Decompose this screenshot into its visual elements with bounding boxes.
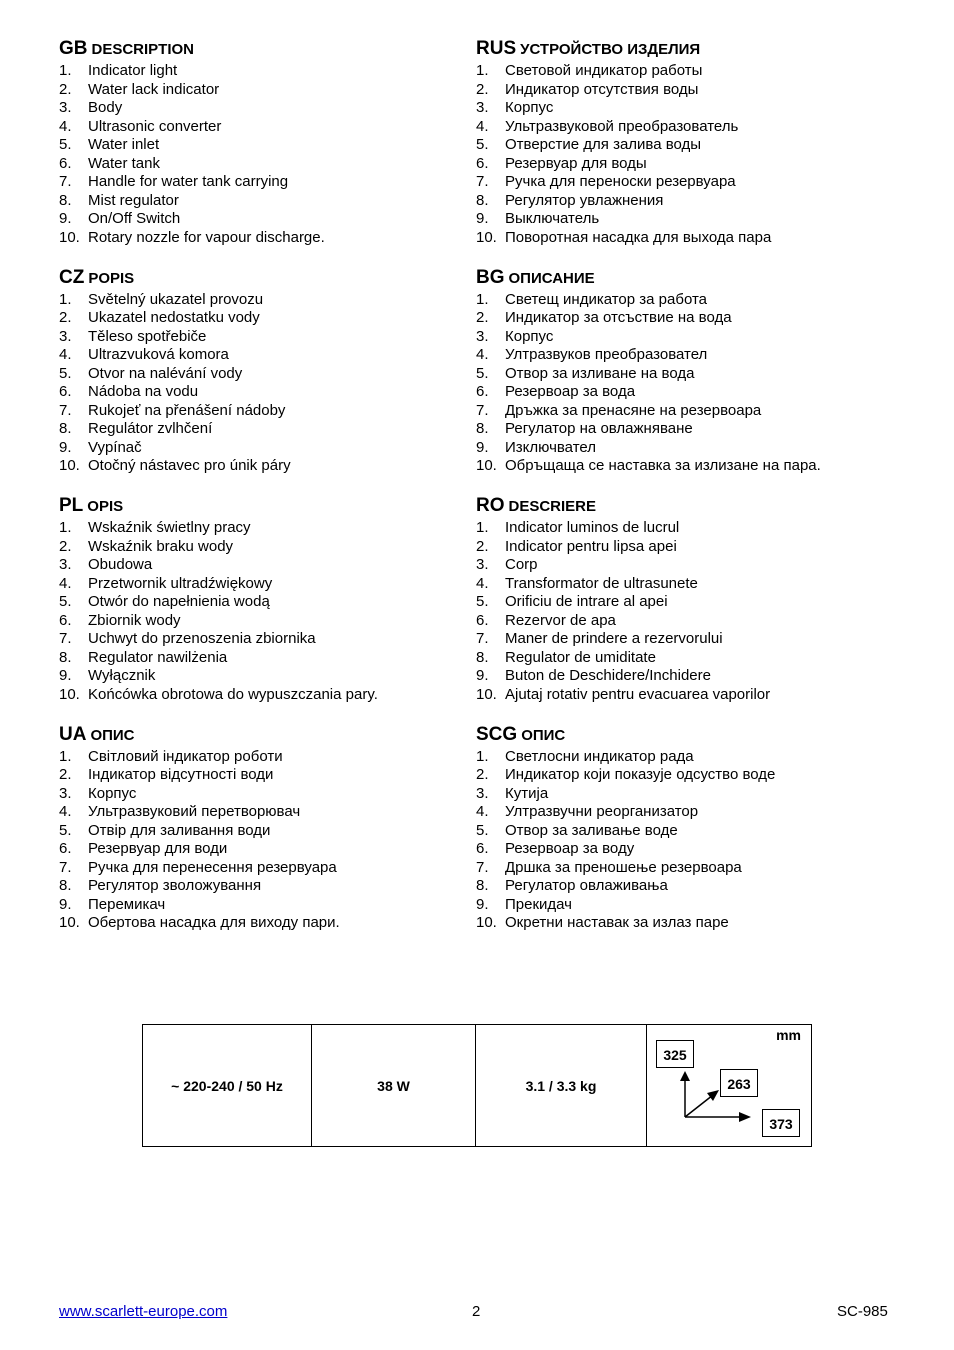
list-item — [476, 575, 916, 594]
list-item — [476, 328, 916, 347]
item-text: Изключвател — [505, 438, 596, 456]
list-item — [476, 192, 916, 211]
parts-list — [476, 748, 916, 933]
item-text: Water inlet — [88, 136, 160, 153]
list-item — [476, 420, 916, 439]
list-item — [59, 914, 459, 933]
item-text: Регулятор зволожування — [88, 877, 262, 894]
item-text: Корпус — [88, 784, 137, 802]
parts-list — [59, 748, 459, 933]
list-item — [59, 840, 459, 859]
item-text: Body — [88, 99, 123, 116]
item-number: 4. — [59, 803, 72, 820]
section-title: DESCRIPTION — [91, 41, 195, 58]
item-text: Wskaźnik świetlny pracy — [88, 519, 251, 536]
list-item — [59, 192, 459, 211]
item-number: 9. — [59, 438, 72, 456]
section-ua — [59, 722, 459, 951]
item-number: 1. — [476, 290, 489, 308]
item-text: Nádoba na vodu — [88, 383, 199, 400]
list-item — [59, 519, 459, 538]
item-number: 7. — [59, 630, 72, 647]
item-number: 10. — [476, 914, 497, 931]
item-text: Ручка для переноски резервуара — [505, 173, 736, 190]
section-heading — [476, 265, 916, 291]
list-item — [476, 229, 916, 248]
item-text: Дршка за преношење резервоара — [505, 858, 742, 876]
item-number: 6. — [59, 383, 72, 400]
list-item — [59, 667, 459, 686]
item-number: 9. — [476, 895, 489, 913]
item-text: Světelný ukazatel provozu — [88, 290, 264, 308]
item-number: 5. — [476, 821, 489, 839]
item-text: Buton de Deschidere/Inchidere — [505, 667, 711, 684]
list-item — [476, 686, 916, 705]
item-text: Светлосни индикатор рада — [505, 747, 694, 765]
section-heading — [476, 493, 916, 519]
item-number: 6. — [59, 840, 72, 857]
list-item — [476, 136, 916, 155]
spec-dimensions — [647, 1025, 811, 1146]
section-title: DESCRIERE — [508, 498, 597, 515]
section-heading — [59, 722, 459, 748]
item-text: Резервуар для воды — [505, 154, 647, 172]
section-gb — [59, 36, 459, 265]
item-text: Water tank — [88, 154, 160, 172]
item-text: Indicator luminos de lucrul — [505, 519, 680, 536]
item-number: 3. — [59, 327, 72, 345]
list-item — [59, 439, 459, 458]
list-item — [59, 81, 459, 100]
section-title: POPIS — [88, 269, 135, 287]
list-item — [59, 686, 459, 705]
list-item — [59, 593, 459, 612]
item-text: Rezervor de apa — [505, 611, 616, 629]
item-text: Końcówka obrotowa do wypuszczania pary. — [88, 685, 378, 703]
item-number: 7. — [476, 401, 489, 419]
list-item — [59, 803, 459, 822]
item-text: Transformator de ultrasunete — [505, 574, 698, 592]
item-number: 6. — [476, 611, 489, 629]
item-text: Перемикач — [88, 895, 166, 913]
item-number: 9. — [476, 210, 489, 227]
list-item — [476, 748, 916, 767]
item-text: Световой индикатор работы — [505, 62, 703, 79]
section-ro — [476, 493, 916, 722]
item-number: 6. — [476, 383, 489, 400]
list-item — [59, 649, 459, 668]
dimension-height: 325 — [656, 1040, 694, 1068]
item-text: Ултразвучни реорганизатор — [505, 803, 699, 820]
item-number: 2. — [59, 537, 72, 555]
item-number: 5. — [59, 821, 72, 839]
item-number: 2. — [476, 80, 489, 98]
item-number: 5. — [476, 364, 489, 382]
page-number: 2 — [472, 1303, 481, 1320]
section-heading — [476, 722, 916, 748]
item-number: 7. — [59, 858, 72, 876]
list-item — [59, 118, 459, 137]
item-number: 8. — [59, 648, 72, 666]
item-number: 1. — [59, 747, 72, 765]
item-number: 1. — [476, 519, 489, 536]
item-number: 8. — [59, 420, 72, 437]
item-text: Ултразвуков преобразовател — [505, 346, 708, 363]
item-text: Регулатор овлаживања — [505, 877, 668, 894]
list-item — [59, 402, 459, 421]
item-text: Выключатель — [505, 210, 600, 227]
list-item — [476, 309, 916, 328]
list-item — [59, 896, 459, 915]
item-number: 5. — [59, 364, 72, 382]
item-number: 10. — [59, 457, 80, 474]
item-text: Корпус — [505, 99, 554, 116]
item-number: 10. — [476, 685, 497, 703]
list-item — [476, 877, 916, 896]
item-number: 2. — [476, 766, 489, 783]
item-number: 10. — [476, 228, 497, 246]
list-item — [476, 383, 916, 402]
dimension-depth: 263 — [720, 1069, 758, 1097]
section-scg — [476, 722, 916, 951]
item-text: Резервуар для води — [88, 840, 228, 857]
list-item — [476, 766, 916, 785]
item-number: 2. — [476, 309, 489, 326]
list-item — [59, 612, 459, 631]
item-text: Ультразвуковий перетворювач — [88, 803, 301, 820]
model-number: SC-985 — [837, 1303, 888, 1320]
parts-list — [476, 62, 916, 247]
list-item — [476, 859, 916, 878]
item-number: 3. — [476, 327, 489, 345]
item-number: 2. — [59, 766, 72, 783]
section-cz — [59, 265, 459, 494]
item-number: 6. — [59, 611, 72, 629]
item-number: 5. — [476, 593, 489, 610]
section-heading — [59, 493, 459, 519]
list-item — [59, 575, 459, 594]
section-title: ОПИС — [521, 726, 566, 744]
parts-list — [476, 519, 916, 704]
language-code: RO — [476, 495, 505, 516]
item-text: Uchwyt do przenoszenia zbiornika — [88, 630, 316, 647]
item-number: 8. — [59, 877, 72, 894]
item-number: 4. — [59, 117, 72, 135]
item-text: Окретни наставак за излаз паре — [505, 914, 729, 931]
item-text: Obudowa — [88, 556, 153, 573]
item-number: 10. — [476, 457, 497, 474]
list-item — [476, 840, 916, 859]
item-number: 8. — [476, 648, 489, 666]
item-number: 7. — [59, 401, 72, 419]
item-number: 4. — [476, 117, 489, 135]
section-title: ОПИС — [90, 726, 135, 744]
list-item — [59, 785, 459, 804]
item-text: On/Off Switch — [88, 210, 181, 227]
section-title: УСТРОЙСТВО ИЗДЕЛИЯ — [520, 41, 701, 58]
item-text: Regulator de umiditate — [505, 648, 656, 666]
item-number: 4. — [59, 346, 72, 363]
list-item — [59, 229, 459, 248]
item-number: 4. — [476, 574, 489, 592]
item-text: Ultrasonic converter — [88, 117, 222, 135]
language-code: RUS — [476, 38, 517, 59]
item-text: Otwór do napełnienia wodą — [88, 593, 270, 610]
website-link[interactable]: www.scarlett-europe.com — [59, 1303, 228, 1320]
parts-list — [476, 291, 916, 476]
item-number: 3. — [476, 784, 489, 802]
item-number: 5. — [59, 136, 72, 153]
section-pl — [59, 493, 459, 722]
item-number: 2. — [476, 537, 489, 555]
list-item — [476, 365, 916, 384]
item-number: 4. — [59, 574, 72, 592]
item-text: Резервоар за вода — [505, 383, 636, 400]
item-text: Corp — [505, 556, 538, 573]
list-item — [59, 210, 459, 229]
item-text: Обертова насадка для виходу пари. — [88, 914, 340, 931]
list-item — [476, 593, 916, 612]
item-text: Индикатор који показује одсуство воде — [505, 766, 776, 783]
item-number: 10. — [59, 228, 80, 246]
item-text: Регулятор увлажнения — [505, 191, 664, 209]
item-text: Rukojeť na přenášení nádoby — [88, 401, 286, 419]
list-item — [59, 62, 459, 81]
list-item — [476, 914, 916, 933]
item-number: 9. — [59, 667, 72, 684]
item-text: Отвір для заливання води — [88, 821, 271, 839]
language-code: BG — [476, 266, 505, 288]
item-text: Indicator pentru lipsa apei — [505, 537, 677, 555]
list-item — [59, 346, 459, 365]
item-number: 3. — [59, 99, 72, 116]
list-item — [476, 457, 916, 476]
item-number: 7. — [476, 858, 489, 876]
item-number: 1. — [476, 62, 489, 79]
list-item — [59, 766, 459, 785]
item-number: 7. — [476, 630, 489, 647]
list-item — [476, 81, 916, 100]
list-item — [59, 538, 459, 557]
dimension-unit: mm — [776, 1027, 801, 1043]
item-number: 3. — [476, 99, 489, 116]
language-code: GB — [59, 38, 88, 59]
item-number: 6. — [476, 840, 489, 857]
list-item — [476, 155, 916, 174]
item-text: Otvor na nalévání vody — [88, 364, 243, 382]
list-item — [59, 877, 459, 896]
item-text: Поворотная насадка для выхода пара — [505, 228, 772, 246]
item-number: 1. — [59, 519, 72, 536]
item-text: Индикатор за отсъствие на вода — [505, 309, 732, 326]
parts-list — [59, 62, 459, 247]
item-number: 3. — [476, 556, 489, 573]
item-text: Wskaźnik braku wody — [88, 537, 234, 555]
list-item — [59, 365, 459, 384]
list-item — [59, 291, 459, 310]
item-number: 5. — [476, 136, 489, 153]
language-code: SCG — [476, 723, 518, 745]
item-text: Zbiornik wody — [88, 611, 181, 629]
item-number: 8. — [476, 420, 489, 437]
list-item — [59, 309, 459, 328]
item-number: 1. — [476, 747, 489, 765]
list-item — [59, 99, 459, 118]
item-text: Обръщаща се наставка за излизане на пара. — [505, 457, 821, 474]
item-text: Світловий індикатор роботи — [88, 747, 283, 765]
item-number: 3. — [59, 784, 72, 802]
section-heading — [59, 36, 459, 62]
list-item — [59, 556, 459, 575]
list-item — [476, 291, 916, 310]
item-number: 8. — [476, 191, 489, 209]
item-text: Orificiu de intrare al apei — [505, 593, 668, 610]
section-title: ОПИСАНИЕ — [508, 269, 595, 287]
list-item — [476, 649, 916, 668]
item-number: 1. — [59, 290, 72, 308]
item-number: 5. — [59, 593, 72, 610]
list-item — [476, 896, 916, 915]
language-code: PL — [59, 495, 84, 516]
dimension-width: 373 — [762, 1109, 800, 1137]
item-text: Handle for water tank carrying — [88, 173, 289, 190]
parts-list — [59, 519, 459, 704]
list-item — [476, 439, 916, 458]
item-text: Індикатор відсутності води — [88, 766, 274, 783]
item-number: 7. — [59, 173, 72, 190]
item-number: 2. — [59, 309, 72, 326]
list-item — [476, 612, 916, 631]
list-item — [476, 210, 916, 229]
list-item — [59, 155, 459, 174]
spec-voltage: ~ 220-240 / 50 Hz — [143, 1025, 312, 1146]
item-text: Кутија — [505, 784, 549, 802]
item-text: Mist regulator — [88, 191, 179, 209]
spec-power: 38 W — [312, 1025, 476, 1146]
item-text: Vypínač — [88, 438, 142, 456]
right-column — [476, 36, 916, 950]
item-text: Регулатор на овлажняване — [505, 420, 693, 437]
item-number: 4. — [476, 346, 489, 363]
item-number: 9. — [59, 895, 72, 913]
item-text: Светещ индикатор за работа — [505, 290, 708, 308]
parts-list — [59, 291, 459, 476]
item-text: Индикатор отсутствия воды — [505, 80, 699, 98]
item-text: Indicator light — [88, 62, 178, 79]
item-number: 10. — [59, 914, 80, 931]
section-title: OPIS — [87, 498, 124, 515]
item-text: Ultrazvuková komora — [88, 346, 229, 363]
list-item — [476, 785, 916, 804]
list-item — [59, 457, 459, 476]
item-text: Rotary nozzle for vapour discharge. — [88, 228, 325, 246]
list-item — [59, 136, 459, 155]
item-text: Water lack indicator — [88, 80, 220, 98]
list-item — [476, 346, 916, 365]
list-item — [59, 748, 459, 767]
item-text: Těleso spotřebiče — [88, 327, 207, 345]
item-text: Корпус — [505, 327, 554, 345]
list-item — [476, 556, 916, 575]
list-item — [59, 328, 459, 347]
list-item — [476, 538, 916, 557]
item-text: Прекидач — [505, 895, 572, 913]
item-number: 8. — [59, 191, 72, 209]
spec-weight: 3.1 / 3.3 kg — [476, 1025, 647, 1146]
item-text: Отвор за изливане на вода — [505, 364, 695, 382]
item-text: Regulator nawilżenia — [88, 648, 228, 666]
language-code: CZ — [59, 266, 85, 288]
item-text: Ручка для перенесення резервуара — [88, 858, 337, 876]
item-text: Резервоар за воду — [505, 840, 635, 857]
section-rus — [476, 36, 916, 265]
item-text: Отвор за заливање воде — [505, 821, 678, 839]
list-item — [59, 630, 459, 649]
list-item — [476, 822, 916, 841]
list-item — [476, 402, 916, 421]
item-number: 10. — [59, 685, 80, 703]
list-item — [476, 173, 916, 192]
item-text: Otočný nástavec pro únik páry — [88, 457, 291, 474]
item-text: Regulátor zvlhčení — [88, 420, 213, 437]
item-number: 6. — [59, 154, 72, 172]
item-text: Wyłącznik — [88, 667, 156, 684]
list-item — [476, 803, 916, 822]
section-bg — [476, 265, 916, 494]
item-text: Ультразвуковой преобразователь — [505, 117, 739, 135]
language-code: UA — [59, 723, 87, 745]
item-number: 7. — [476, 173, 489, 190]
list-item — [476, 118, 916, 137]
item-text: Przetwornik ultradźwiękowy — [88, 574, 273, 592]
list-item — [476, 630, 916, 649]
list-item — [476, 667, 916, 686]
item-text: Дръжка за пренасяне на резервоара — [505, 401, 762, 419]
item-number: 4. — [476, 803, 489, 820]
item-number: 9. — [59, 210, 72, 227]
list-item — [59, 383, 459, 402]
item-number: 8. — [476, 877, 489, 894]
list-item — [59, 173, 459, 192]
item-text: Maner de prindere a rezervorului — [505, 630, 723, 647]
item-number: 2. — [59, 80, 72, 98]
item-number: 3. — [59, 556, 72, 573]
item-number: 9. — [476, 667, 489, 684]
list-item — [476, 62, 916, 81]
left-column — [59, 36, 459, 950]
item-text: Отверстие для залива воды — [505, 136, 702, 153]
list-item — [59, 822, 459, 841]
section-heading — [59, 265, 459, 291]
spec-table — [142, 1024, 812, 1147]
list-item — [476, 519, 916, 538]
section-heading — [476, 36, 916, 62]
item-text: Ajutaj rotativ pentru evacuarea vaporilor — [505, 685, 771, 703]
item-number: 9. — [476, 438, 489, 456]
list-item — [476, 99, 916, 118]
item-number: 6. — [476, 154, 489, 172]
list-item — [59, 420, 459, 439]
list-item — [59, 859, 459, 878]
item-text: Ukazatel nedostatku vody — [88, 309, 260, 326]
item-number: 1. — [59, 62, 72, 79]
